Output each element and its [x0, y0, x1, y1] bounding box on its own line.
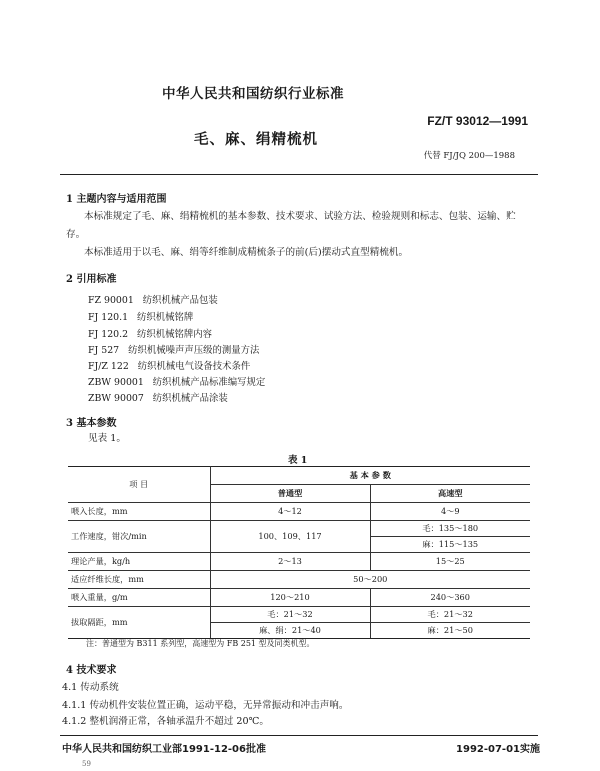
section-3-text: 见表 1。 — [88, 433, 126, 444]
header-params: 基 本 参 数 — [210, 467, 530, 485]
reference-item — [88, 326, 212, 340]
reference-item — [88, 358, 250, 372]
approval-date: 中华人民共和国纺织工业部1991-12-06批准 — [62, 744, 266, 755]
parameter-table — [68, 466, 530, 639]
header-item: 项 目 — [68, 467, 210, 503]
reference-title: 纺织机械产品标准编写规定 — [152, 377, 266, 388]
section-1-heading: 1 主题内容与适用范围 — [66, 194, 167, 205]
subsection-4-1: 4.1 传动系统 — [62, 682, 119, 693]
cell-normal — [210, 607, 370, 639]
section-1-paragraph-1: 本标准规定了毛、麻、绢精梳机的基本参数、技术要求、试验方法、检验规则和标志、包装、运输、贮 — [84, 211, 516, 222]
cell-normal-line: 毛：21～32 — [211, 607, 370, 623]
table-row — [68, 571, 530, 589]
table-row — [68, 503, 530, 521]
page-number: 59 — [82, 760, 91, 768]
row-label: 拔取隔距，mm — [68, 607, 210, 639]
footer-divider — [60, 735, 538, 736]
table-row — [68, 553, 530, 571]
header-normal-type: 普通型 — [210, 485, 370, 503]
table-row — [68, 607, 530, 639]
reference-title: 纺织机械电气设备技术条件 — [137, 361, 251, 372]
implementation-date: 1992-07-01实施 — [456, 744, 540, 755]
table-row — [68, 521, 530, 553]
section-4-heading: 4 技术要求 — [66, 665, 117, 676]
standard-number: FZ/T 93012—1991 — [427, 114, 528, 128]
reference-title: 纺织机械噪声声压级的测量方法 — [128, 345, 260, 356]
reference-title: 纺织机械产品包装 — [142, 295, 218, 306]
header-divider — [60, 174, 538, 175]
section-3-heading: 3 基本参数 — [66, 418, 117, 429]
reference-code: FZ 90001 — [88, 295, 134, 306]
reference-item — [88, 374, 265, 388]
reference-item — [88, 390, 228, 404]
reference-code: FJ 120.1 — [88, 312, 129, 323]
cell-common: 50～200 — [210, 571, 530, 589]
cell-high: 15～25 — [370, 553, 530, 571]
cell-normal: 100、109、117 — [210, 521, 370, 553]
row-label: 工作速度，钳次/min — [68, 521, 210, 553]
reference-title: 纺织机械铭牌内容 — [137, 329, 213, 340]
cell-high-line: 毛：21～32 — [371, 607, 531, 623]
subsection-4-1-2: 4.1.2 整机润滑正常，各轴承温升不超过 20℃。 — [62, 716, 269, 727]
cell-normal-line: 麻、绢：21～40 — [259, 625, 321, 635]
reference-code: FJ/Z 122 — [88, 361, 129, 372]
cell-normal: 2～13 — [210, 553, 370, 571]
table-header-row — [68, 467, 530, 485]
reference-item — [88, 342, 259, 356]
row-label: 喂入重量，g/m — [68, 589, 210, 607]
section-2-heading: 2 引用标准 — [66, 274, 117, 285]
issuing-organization: 中华人民共和国纺织行业标准 — [162, 86, 344, 102]
cell-normal: 4～12 — [210, 503, 370, 521]
reference-code: ZBW 90007 — [88, 393, 144, 404]
reference-item — [88, 292, 218, 306]
table-caption: 表 1 — [288, 455, 308, 466]
replaces-standard: 代替 FJ/JQ 200—1988 — [423, 151, 515, 161]
section-1-paragraph-1-cont: 存。 — [66, 229, 86, 240]
reference-title: 纺织机械铭牌 — [137, 312, 194, 323]
subsection-4-1-1: 4.1.1 传动机件安装位置正确，运动平稳，无异常振动和冲击声响。 — [62, 700, 349, 711]
section-1-paragraph-2: 本标准适用于以毛、麻、绢等纤维制成精梳条子的前(后)摆动式直型精梳机。 — [84, 247, 409, 258]
cell-high: 4～9 — [370, 503, 530, 521]
cell-high-line: 毛：135～180 — [371, 521, 531, 537]
cell-high — [370, 521, 530, 553]
cell-high — [370, 607, 530, 639]
table-row — [68, 589, 530, 607]
header-high-speed-type: 高速型 — [370, 485, 530, 503]
reference-item — [88, 309, 193, 323]
row-label: 理论产量，kg/h — [68, 553, 210, 571]
reference-title: 纺织机械产品涂装 — [152, 393, 228, 404]
reference-code: FJ 527 — [88, 345, 120, 356]
row-label: 适应纤维长度，mm — [68, 571, 210, 589]
page-title: 毛、麻、绢精梳机 — [194, 132, 318, 148]
table-note: 注：普通型为 B311 系列型，高速型为 FB 251 型及同类机型。 — [86, 639, 315, 648]
cell-high: 240～360 — [370, 589, 530, 607]
reference-code: FJ 120.2 — [88, 329, 129, 340]
row-label: 喂入长度，mm — [68, 503, 210, 521]
cell-high-line: 麻：115～135 — [422, 539, 479, 549]
cell-normal: 120～210 — [210, 589, 370, 607]
cell-high-line: 麻：21～50 — [427, 625, 473, 635]
reference-code: ZBW 90001 — [88, 377, 144, 388]
